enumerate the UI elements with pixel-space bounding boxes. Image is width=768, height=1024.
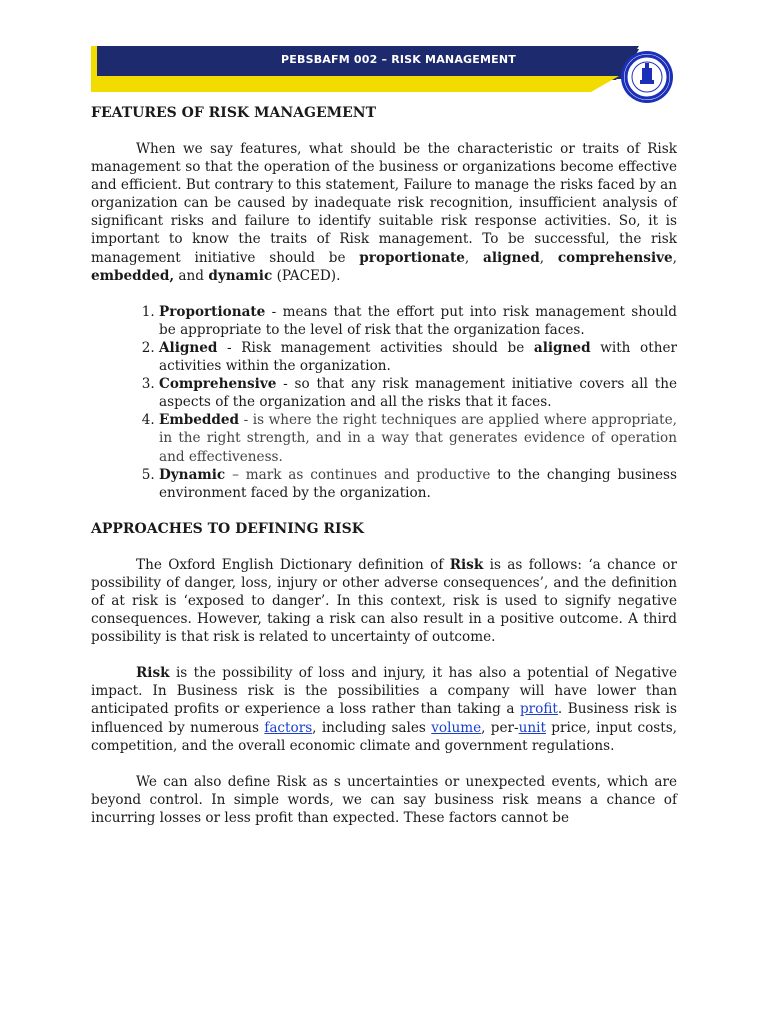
list-item: 4. Embedded - is where the right techniques are applied where appropriate, in the right strength, and in a way that generates evidence of operation and effectiveness. (159, 411, 677, 465)
features-intro-paragraph: When we say features, what should be the characteristic or traits of Risk management so that the operation of the business or organizations become effective and efficient. But contrary to this statement, Failure to manage the risks faced by an organization can be caused by inadequate risk recognition, insufficient analysis of significant risks and failure to identify suitable risk response activities. So, it is important to know the traits of Risk management. To be successful, the risk management initiative should be proportionate, aligned, comprehensive, embedded, and dynamic (PACED). (91, 141, 677, 284)
list-item: 1. Proportionate - means that the effort put into risk management should be appropriate to the level of risk that the organization faces. (159, 303, 677, 339)
profit-link[interactable]: profit (519, 701, 558, 718)
list-item: 2. Aligned - Risk management activities should be aligned with other activities within the organization. (159, 339, 677, 375)
header-banner (91, 46, 676, 92)
business-risk-paragraph: Risk is the possibility of loss and injury, it has also a potential of Negative impact. In Business risk is the possibilities a company will have lower than anticipated profits or experience a loss rather than taking a profit. Business risk is influenced by numerous factors, including sales volume, per-unit price, input costs, competition, and the overall economic climate and government regulations. (91, 665, 677, 754)
factors-link[interactable]: factors (264, 719, 313, 736)
document-body (91, 104, 677, 827)
section-heading-approaches: APPROACHES TO DEFINING RISK (91, 520, 364, 537)
volume-link[interactable]: volume (431, 719, 482, 736)
section-heading-features: FEATURES OF RISK MANAGEMENT (91, 105, 376, 121)
header-title: PEBSBAFM 002 – RISK MANAGEMENT (281, 53, 516, 66)
oxford-definition-paragraph: The Oxford English Dictionary definition of Risk is as follows: ‘a chance or possibility of danger, loss, injury or other adverse consequences’, and the definition of at risk is ‘exposed to danger’. In this context, risk is used to signify negative consequences. However, taking a risk can also result in a positive outcome. A third possibility is that risk is related to uncertainty of outcome. (91, 556, 677, 646)
uncertainty-paragraph: We can also define Risk as s uncertainties or unexpected events, which are beyond control. In simple words, we can say business risk means a chance of incurring losses or less profit than expected. These factors cannot be (91, 773, 677, 826)
school-seal-icon (619, 49, 675, 105)
list-item: 3. Comprehensive - so that any risk management initiative covers all the aspects of the organization and all the risks that it faces. (159, 375, 677, 411)
features-list (91, 303, 677, 502)
unit-link[interactable]: unit (518, 719, 546, 736)
list-item: 5. Dynamic – mark as continues and productive to the changing business environment faced by the organization. (159, 466, 677, 502)
